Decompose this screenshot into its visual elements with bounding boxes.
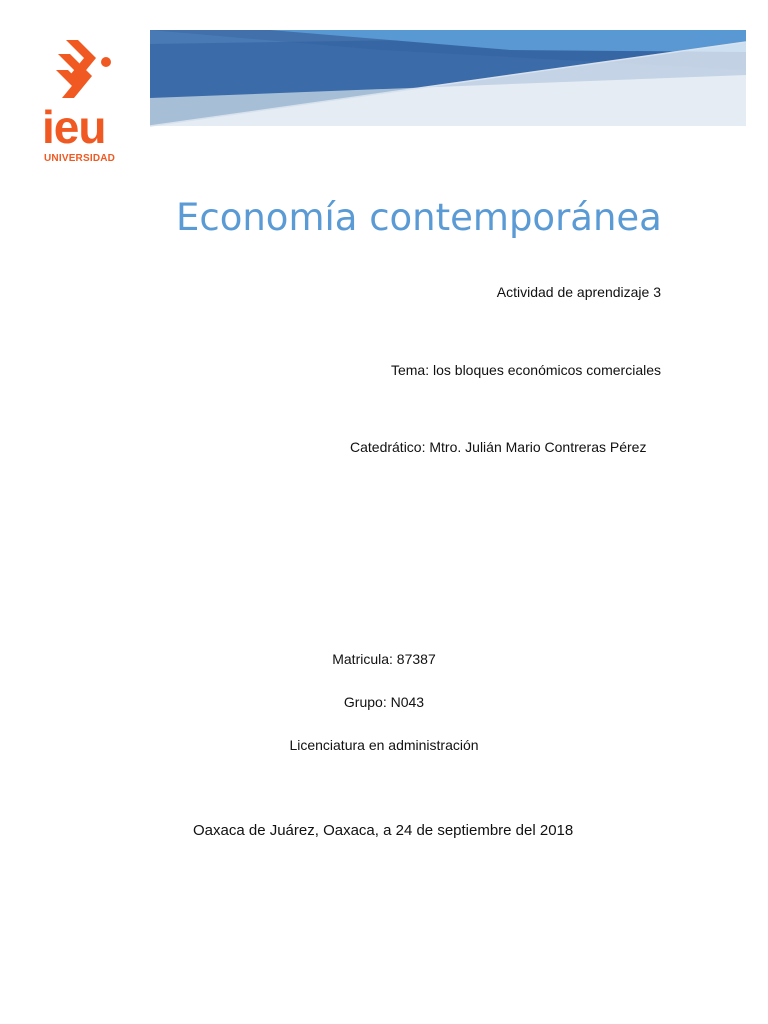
place-date-label: Oaxaca de Juárez, Oaxaca, a 24 de septiembre del 2018 bbox=[193, 822, 574, 839]
degree-label: Licenciatura en administración bbox=[289, 737, 479, 753]
topic-label: Tema: los bloques económicos comerciales bbox=[390, 362, 661, 378]
activity-label: Actividad de aprendizaje 3 bbox=[496, 284, 661, 300]
document-title: Economía contemporánea bbox=[176, 196, 662, 239]
logo-wordmark: ieu bbox=[42, 101, 106, 153]
group-label: Grupo: N043 bbox=[343, 694, 425, 710]
header-banner bbox=[150, 30, 746, 150]
logo-subtitle: UNIVERSIDAD bbox=[44, 153, 116, 164]
chevron-arrow-icon bbox=[56, 40, 116, 104]
matricula-label: Matricula: 87387 bbox=[332, 651, 436, 667]
teacher-label: Catedrático: Mtro. Julián Mario Contreras Pérez bbox=[350, 439, 647, 455]
university-logo bbox=[42, 40, 122, 166]
